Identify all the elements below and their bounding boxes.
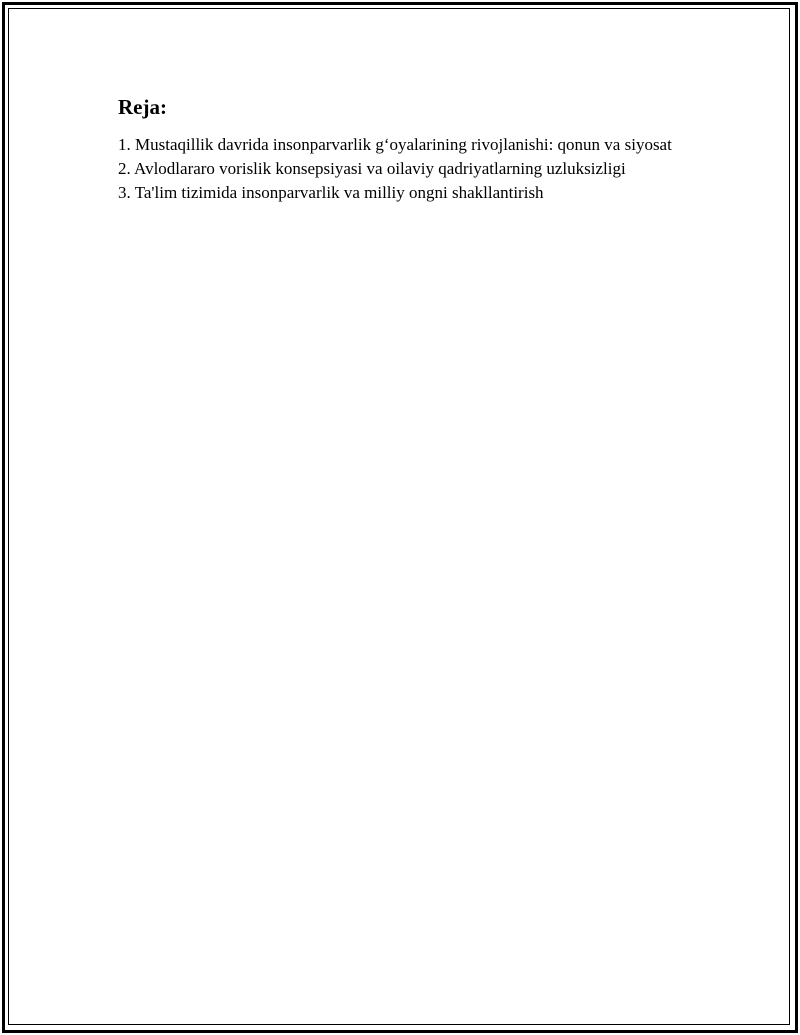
plan-heading: Reja: (118, 95, 167, 119)
plan-list (118, 133, 688, 205)
document-content (118, 93, 688, 205)
plan-item-1: 1. Mustaqillik davrida insonparvarlik g‘oyalarining rivojlanishi: qonun va siyosat (118, 135, 672, 154)
plan-item-3: 3. Ta'lim tizimida insonparvarlik va milliy ongni shakllantirish (118, 183, 544, 202)
plan-item-2: 2. Avlodlararo vorislik konsepsiyasi va oilaviy qadriyatlarning uzluksizligi (118, 159, 626, 178)
